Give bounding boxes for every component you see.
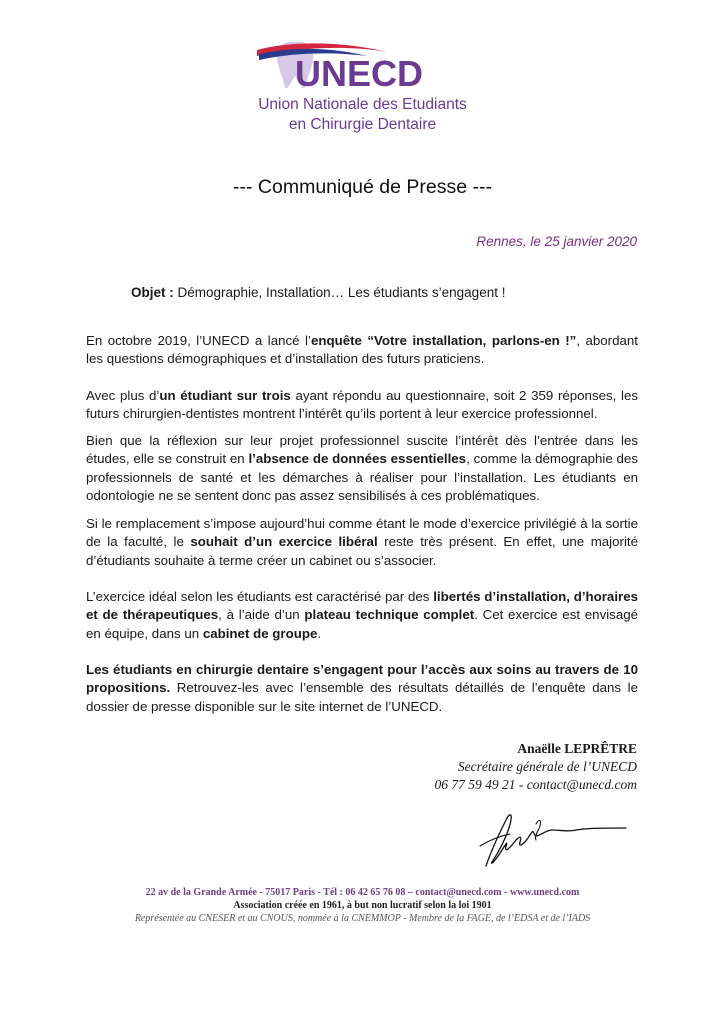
p3-text-2: , comme la démographie des professionnels de santé et les démarches à réaliser pour l’installation. Les étudiants en odontologie ne se sentent donc pas assez sensibilisés à ces problématiques. <box>86 451 638 504</box>
page-title: --- Communiqué de Presse --- <box>233 176 492 198</box>
p4-bold-1: souhait d’un exercice libéral <box>190 534 378 550</box>
paragraph-1 <box>86 332 638 369</box>
p3-text-1: Bien que la réflexion sur leur projet professionnel suscite l’intérêt dès l’entrée dans les études, elle se construit en <box>86 433 638 467</box>
org-name-line1: Union Nationale des Etudiants <box>258 96 467 113</box>
p5-bold-1: libertés d’installation, d’horaires et de thérapeutiques <box>86 589 638 623</box>
signatory-role: Secrétaire générale de l’UNECD <box>457 759 637 774</box>
p5-text-2: , à l’aide d’un <box>218 607 305 623</box>
subject-text: Démographie, Installation… Les étudiants s’engagent ! <box>173 285 506 300</box>
logo-text: UNECD <box>295 53 424 92</box>
signatory-name: Anaëlle LEPRÊTRE <box>517 741 637 756</box>
p4-text-1: Si le remplacement s’impose aujourd’hui comme étant le mode d’exercice privilégié à la sortie de la faculté, le <box>86 516 638 550</box>
p2-bold-1: un étudiant sur trois <box>159 388 291 403</box>
p4-text-2: reste très présent. En effet, une majorité d’étudiants souhaite à terme créer un cabinet ou s’associer. <box>86 534 638 568</box>
subject-label: Objet : <box>131 285 174 300</box>
p1-text-2: , abordant les questions démographiques et d’installation des futurs praticiens. <box>86 333 638 367</box>
footer-representation: Représentée au CNESER et au CNOUS, nommée à la CNEMMOP - Membre de la FAGE, de l’EDSA et de l’IADS <box>134 913 591 924</box>
p2-text-1: Avec plus d’ <box>86 388 160 403</box>
p5-text-1: L’exercice idéal selon les étudiants est caractérisé par des <box>86 589 434 604</box>
p5-text-4: . <box>317 625 322 641</box>
p5-bold-3: cabinet de groupe <box>202 625 318 641</box>
p1-bold-1: enquête “Votre installation, parlons-en !” <box>310 333 577 348</box>
p1-text-1: En octobre 2019, l’UNECD a lancé l’ <box>86 333 311 348</box>
paragraph-3 <box>86 432 638 506</box>
p5-bold-2: plateau technique complet <box>304 607 475 623</box>
paragraph-2 <box>86 387 638 424</box>
subject-line <box>131 285 505 300</box>
dateline: Rennes, le 25 janvier 2020 <box>476 234 637 249</box>
paragraph-4 <box>86 515 638 570</box>
signatory-contact: 06 77 59 49 21 - contact@unecd.com <box>434 777 637 792</box>
unecd-logo <box>255 38 470 92</box>
p6-bold-1: Les étudiants en chirurgie dentaire s’engagent pour l’accès aux soins au travers de 10 propositions. <box>86 662 638 696</box>
footer-association: Association créée en 1961, à but non lucratif selon la loi 1901 <box>233 900 492 911</box>
footer-address: 22 av de la Grande Armée - 75017 Paris - Tél : 06 42 65 76 08 – contact@unecd.com - www.unecd.com <box>145 887 580 898</box>
handwritten-signature <box>476 806 634 872</box>
p6-text-1: Retrouvez-les avec l’ensemble des résultats détaillés de l’enquête dans le dossier de presse disponible sur le site internet de l’UNECD. <box>86 680 638 714</box>
p3-bold-1: l’absence de données essentielles <box>248 451 467 467</box>
p2-text-2: ayant répondu au questionnaire, soit 2 359 réponses, les futurs chirurgien-dentistes montrent l’intérêt qu’ils portent à leur exercice professionnel. <box>86 388 638 422</box>
p5-text-3: . Cet exercice est envisagé en équipe, dans un <box>86 607 639 641</box>
paragraph-6 <box>86 661 638 716</box>
org-name-line2: en Chirurgie Dentaire <box>288 116 437 133</box>
paragraph-5 <box>86 588 638 643</box>
